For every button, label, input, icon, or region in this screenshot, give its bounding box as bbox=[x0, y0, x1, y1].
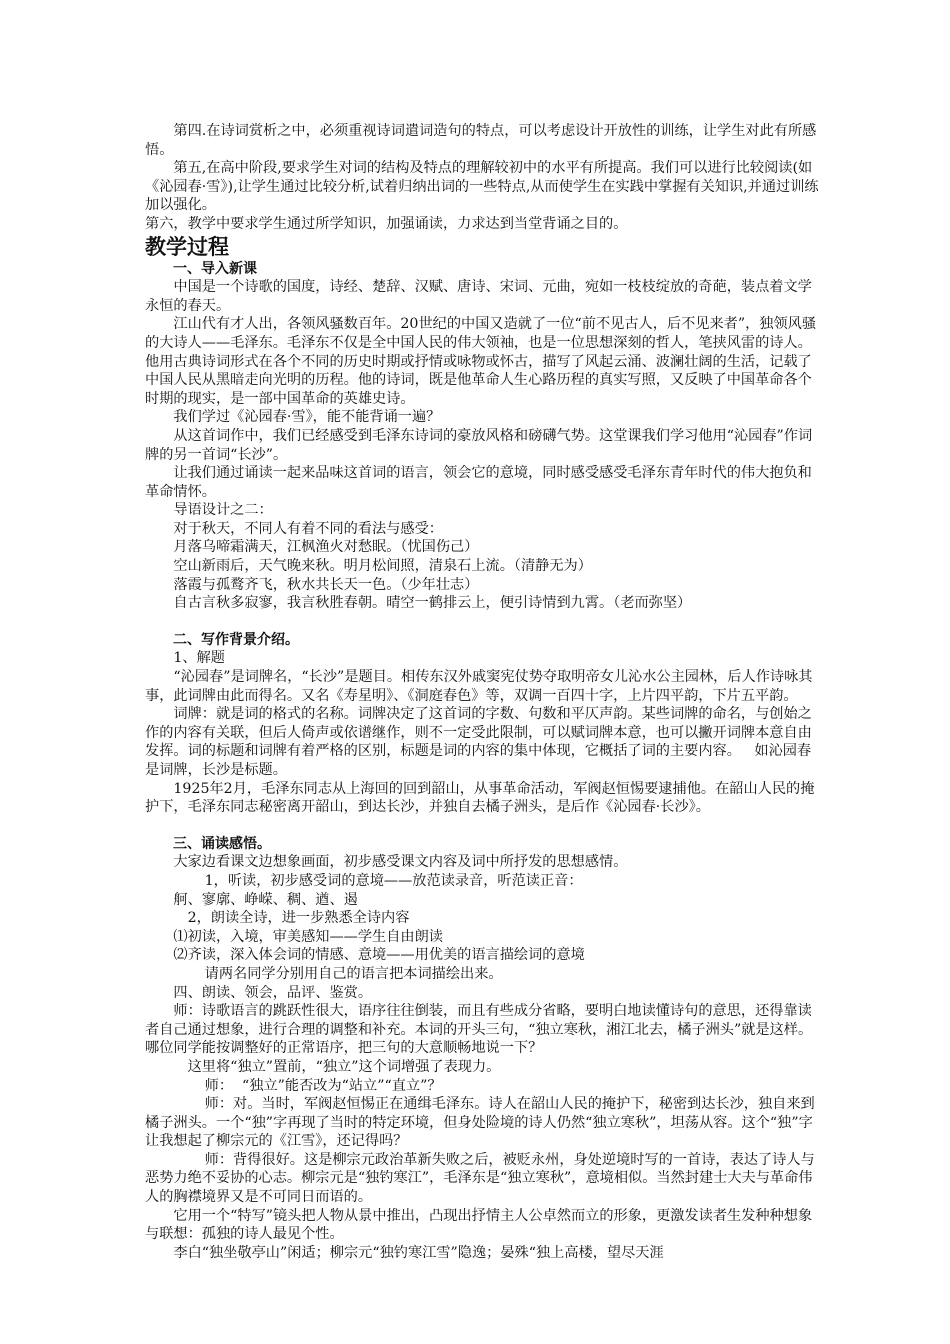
poem-line: 落霞与孤鹜齐飞，秋水共长天一色。（少年壮志） bbox=[173, 576, 479, 593]
section-3-paragraph: 舸、寥廓、峥嵘、稠、遒、遏 bbox=[173, 891, 358, 908]
section-3-paragraph: 2，朗读全诗，进一步熟悉全诗内容 bbox=[187, 910, 410, 927]
section-3-paragraph: 请两名同学分别用自己的语言把本词描绘出来。 bbox=[204, 965, 503, 982]
intro-paragraph-4: 第四.在诗词赏析之中，必须重视诗词遣词造句的特点，可以考虑设计开放性的训练，让学生对此有所感悟。 bbox=[145, 123, 817, 158]
section-3-paragraph: ⑴初读，入境，审美感知——学生自由朗读 bbox=[173, 928, 443, 945]
section-3-paragraph: 李白“独坐敬亭山”闲适；柳宗元“独钓寒江雪”隐逸；晏殊“独上高楼，望尽天涯 bbox=[173, 1244, 664, 1261]
spacer bbox=[145, 613, 820, 631]
section-3-paragraph: 四、朗读、领会，品评、鉴赏。 bbox=[173, 984, 373, 1001]
section-2-paragraph: 1925年2月，毛泽东同志从上海回的回到韶山，从事革命活动，军阀赵恒惕要逮捕他。在韶山人民的掩护下，毛泽东同志秘密离开韶山，到达长沙，并独自去橘子洲头，是后作《沁园春·长沙》。 bbox=[145, 780, 815, 816]
section-3-paragraph: 1，听读，初步感受词的意境——放范读录音，听范读正音： bbox=[204, 872, 583, 889]
section-1-paragraph: 让我们通过诵读一起来品味这首词的语言，领会它的意境，同时感受感受毛泽东青年时代的伟大抱负和革命情怀。 bbox=[145, 465, 812, 500]
section-3-paragraph: 它用一个“特写”镜头把人物从景中推出，凸现出抒情主人公卓然而立的形象，更激发读者生发种种想象与联想：孤独的诗人最见个性。 bbox=[145, 1207, 813, 1243]
section-1-paragraph: 江山代有才人出，各领风骚数百年。20世纪的中国又造就了一位“前不见古人，后不见来者”，独领风骚的大诗人——毛泽东。毛泽东不仅是全中国人民的伟大领袖，也是一位思想深刻的哲人，笔挟风雷的诗人。他用古典诗词形式在各个不同的历史时期或抒情或咏物或怀古，描写了风起云涌、波澜壮阔的生活，记载了中国人民从黑暗走向光明的历程。他的诗词，既是他革命人生心路历程的真实写照，又反映了中国革命各个时期的现实，是一部中国革命的英雄史诗。 bbox=[145, 316, 817, 407]
process-title: 教学过程 bbox=[145, 234, 229, 259]
section-2-title: 二、写作背景介绍。 bbox=[173, 631, 299, 648]
poem-line: 空山新雨后，天气晚来秋。明月松间照，清泉石上流。（清静无为） bbox=[173, 558, 592, 575]
intro-paragraph-6: 第六，教学中要求学生通过所学知识，加强诵读，力求达到当堂背诵之目的。 bbox=[145, 215, 628, 232]
section-3-paragraph: 师：诗歌语言的跳跃性很大，语序往往倒装，而且有些成分省略，要明白地读懂诗句的意思，还得靠读者自己通过想象，进行合理的调整和补充。本词的开头三句，“独立寒秋，湘江北去，橘子洲头”就是这样。哪位同学能按调整好的正常语序，把三句的大意顺畅地说一下？ bbox=[145, 1003, 813, 1057]
section-3-paragraph: 师： “独立”能否改为“站立”“直立”？ bbox=[204, 1077, 442, 1094]
section-1-paragraph: 从这首词作中，我们已经感受到毛泽东诗词的豪放风格和磅礴气势。这堂课我们学习他用“沁园春”作词牌的另一首词“长沙”。 bbox=[145, 427, 813, 463]
section-3-paragraph: 师：背得很好。这是柳宗元政治革新失败之后，被贬永州，身处逆境时写的一首诗，表达了诗人与恶势力绝不妥协的心志。柳宗元是“独钓寒江”，毛泽东是“独立寒秋”，意境相似。当然封建士大夫与革命伟人的胸襟境界又是不可同日而语的。 bbox=[145, 1151, 815, 1206]
section-3-title: 三、诵读感悟。 bbox=[173, 835, 271, 852]
section-1-paragraph: 导语设计之二： bbox=[173, 502, 273, 519]
section-2-paragraph: “沁园春”是词牌名，“长沙”是题目。相传东汉外戚窦宪仗势夺取明帝女儿沁水公主园林，后人作诗咏其事，此词牌由此而得名。又名《寿星明》、《洞庭春色》等，双调一百四十字，上片四平韵，下片五平韵。 bbox=[145, 669, 813, 704]
section-3-paragraph: 师：对。当时，军阀赵恒惕正在通缉毛泽东。诗人在韶山人民的掩护下，秘密到达长沙，独自来到橘子洲头。一个“独”字再现了当时的特定环境，但身处险境的诗人仍然“独立寒秋”，坦荡从容。这个“独”字让我想起了柳宗元的《江雪》，还记得吗？ bbox=[145, 1096, 815, 1150]
document-page bbox=[145, 122, 820, 1262]
section-1-title: 一、导入新课 bbox=[173, 260, 257, 277]
spacer bbox=[145, 817, 820, 835]
section-3-paragraph: ⑵齐读，深入体会词的情感、意境——用优美的语言描绘词的意境 bbox=[173, 947, 585, 964]
section-1-paragraph: 中国是一个诗歌的国度，诗经、楚辞、汉赋、唐诗、宋词、元曲，宛如一枝枝绽放的奇葩，装点着文学永恒的春天。 bbox=[145, 279, 812, 314]
poem-line: 自古言秋多寂寥，我言秋胜春朝。晴空一鹤排云上，便引诗情到九霄。（老而弥坚） bbox=[173, 595, 692, 612]
intro-paragraph-5: 第五,在高中阶段,要求学生对词的结构及特点的理解较初中的水平有所提高。我们可以进行比较阅读(如《沁园春·雪》),让学生通过比较分析,试着归纳出词的一些特点,从而使学生在实践中掌握有关知识,并通过训练加以强化。 bbox=[145, 160, 819, 214]
section-2-paragraph: 词牌：就是词的格式的名称。词牌决定了这首词的字数、句数和平仄声韵。某些词牌的命名，与创始之作的内容有关联，但后人倚声或依谱继作，则不一定受此限制，可以赋词牌本意，也可以撇开词牌本意自由发挥。词的标题和词牌有着严格的区别，标题是词的内容的集中体现，它概括了词的主要内容。 如沁园春是词牌，长沙是标题。 bbox=[145, 706, 812, 778]
section-1-paragraph: 我们学过《沁园春·雪》，能不能背诵一遍？ bbox=[173, 409, 441, 426]
section-3-paragraph: 这里将“独立”置前，“独立”这个词增强了表现力。 bbox=[187, 1058, 501, 1075]
section-1-paragraph: 对于秋天，不同人有着不同的看法与感受： bbox=[173, 520, 443, 537]
poem-line: 月落乌啼霜满天，江枫渔火对愁眠。（忧国伤己） bbox=[173, 539, 479, 556]
section-2-subtitle: 1、解题 bbox=[173, 650, 225, 667]
section-3-paragraph: 大家边看课文边想象画面，初步感受课文内容及词中所抒发的思想感情。 bbox=[173, 854, 628, 871]
